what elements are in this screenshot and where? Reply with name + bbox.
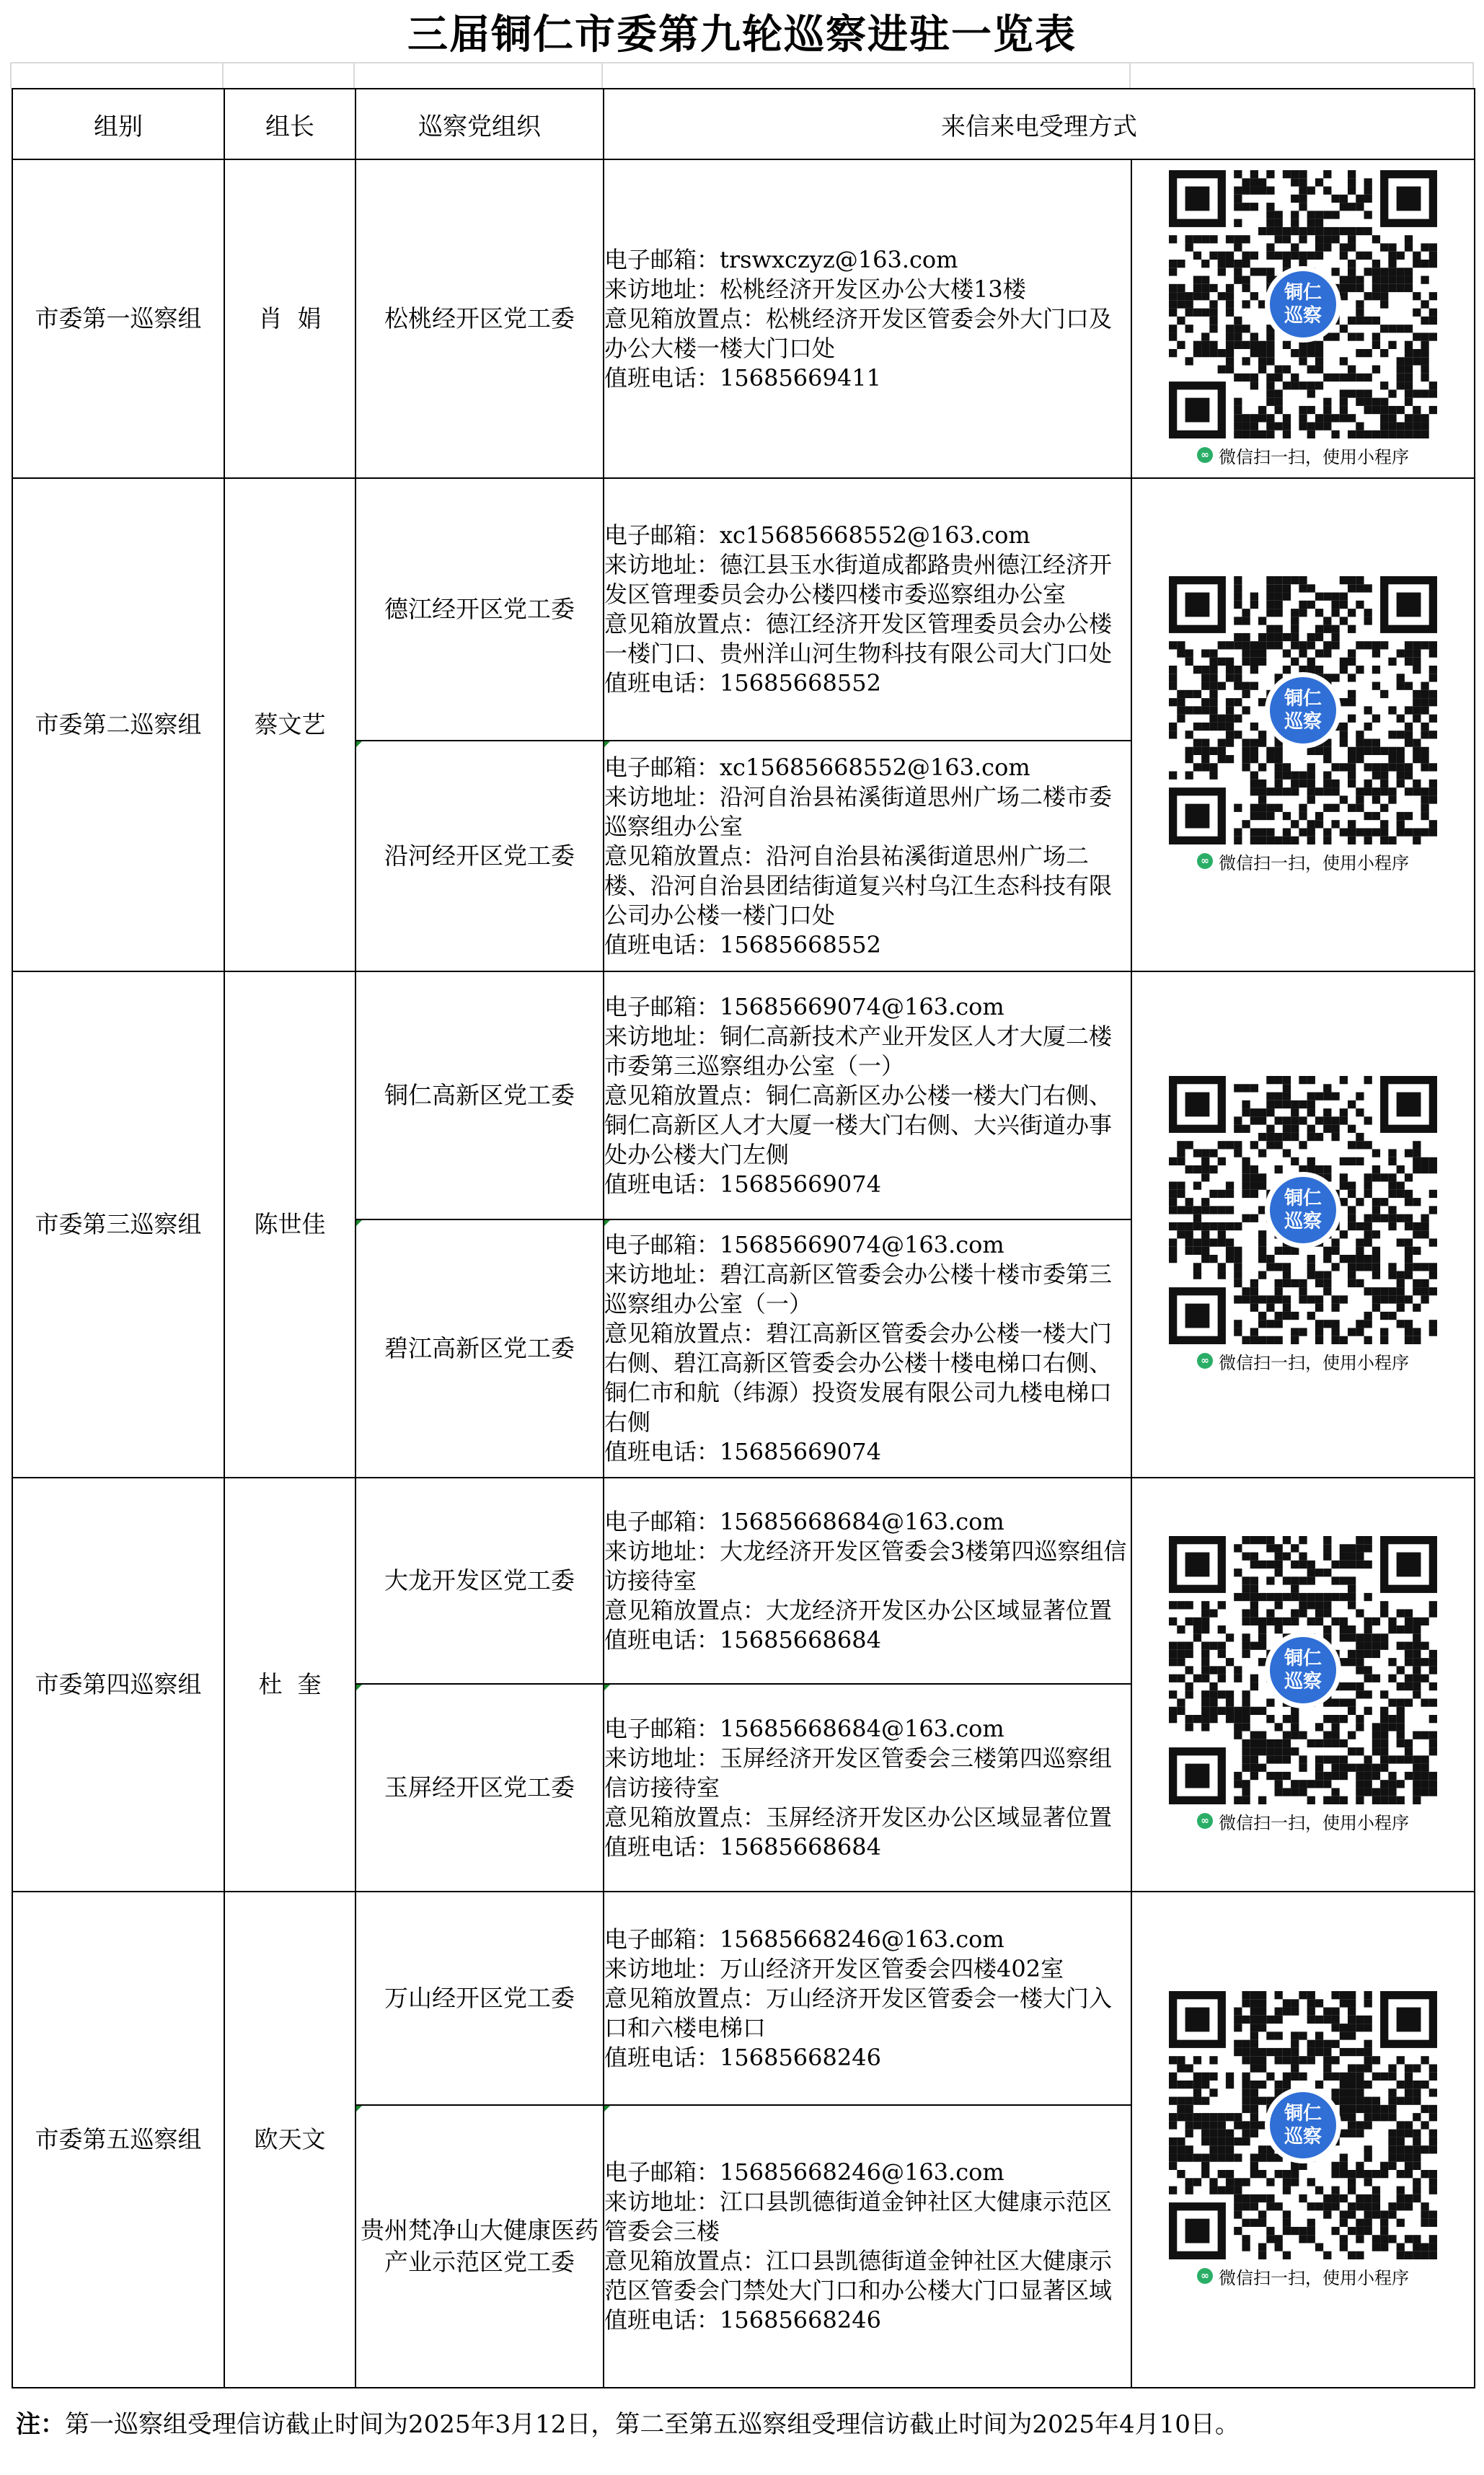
table-row bbox=[12, 1478, 1475, 1684]
inspected-org-label: 松桃经开区党工委 bbox=[384, 304, 575, 332]
cell-comment-marker-icon bbox=[604, 2106, 610, 2112]
contact-line: 值班电话：15685669074 bbox=[604, 1438, 881, 1465]
inspected-org-label: 贵州梵净山大健康医药产业示范区党工委 bbox=[361, 2216, 599, 2276]
qr-caption bbox=[1166, 443, 1440, 468]
qr-center-logo bbox=[1265, 1632, 1341, 1708]
qr-logo-line: 巡察 bbox=[1284, 1670, 1322, 1693]
qr-center-logo-text bbox=[1270, 1637, 1336, 1703]
cell-comment-marker-icon bbox=[604, 1220, 610, 1226]
qr-caption bbox=[1166, 1349, 1440, 1374]
contact-line: 意见箱放置点：碧江高新区管委会办公楼一楼大门右侧、碧江高新区管委会办公楼十楼电梯口右侧、铜仁市和航（纬源）投资发展有限公司九楼电梯口右侧 bbox=[604, 1320, 1113, 1436]
contact-line: 意见箱放置点：铜仁高新区办公楼一楼大门右侧、铜仁高新区人才大厦一楼大门右侧、大兴街道办事处办公楼大门左侧 bbox=[604, 1081, 1113, 1168]
qr-logo-line: 铜仁 bbox=[1284, 2102, 1322, 2125]
qr-code-icon bbox=[1169, 1076, 1437, 1344]
wechat-mini-program-icon: ∞ bbox=[1197, 1353, 1213, 1369]
grid-divider bbox=[601, 62, 603, 88]
table-row bbox=[12, 971, 1475, 1219]
contact-line: 电子邮箱：15685669074@163.com bbox=[604, 1231, 1004, 1258]
qr-code-icon bbox=[1169, 1536, 1437, 1804]
contact-line: 电子邮箱：xc15685668552@163.com bbox=[604, 521, 1030, 549]
inspected-org bbox=[355, 2105, 604, 2388]
contact-line: 来访地址：玉屏经济开发区管委会三楼第四巡察组信访接待室 bbox=[604, 1744, 1113, 1801]
header-contact: 来信来电受理方式 bbox=[604, 89, 1475, 159]
contact-info bbox=[604, 478, 1131, 741]
contact-line: 意见箱放置点：沿河自治县祐溪街道思州广场二楼、沿河自治县团结街道复兴村乌江生态科技有限公司办公楼一楼门口处 bbox=[604, 842, 1113, 929]
header-org: 巡察党组织 bbox=[355, 89, 604, 159]
group-leader: 欧天文 bbox=[224, 1892, 355, 2388]
qr-center-logo-text bbox=[1270, 1177, 1336, 1243]
qr-code-icon bbox=[1169, 1991, 1437, 2259]
qr-caption-text: 微信扫一扫，使用小程序 bbox=[1219, 1352, 1409, 1373]
inspected-org-label: 碧江高新区党工委 bbox=[384, 1334, 575, 1362]
group-name: 市委第五巡察组 bbox=[12, 1892, 224, 2388]
table-row bbox=[12, 478, 1475, 741]
inspected-org bbox=[355, 1478, 604, 1684]
wechat-mini-program-icon: ∞ bbox=[1197, 853, 1213, 869]
inspected-org bbox=[355, 478, 604, 741]
qr-logo-line: 巡察 bbox=[1284, 2125, 1322, 2148]
qr-logo-line: 巡察 bbox=[1284, 710, 1322, 733]
qr-code-icon bbox=[1169, 170, 1437, 438]
contact-line: 电子邮箱：15685668684@163.com bbox=[604, 1714, 1004, 1742]
grid-divider bbox=[222, 62, 224, 88]
qr-code-cell bbox=[1131, 1892, 1475, 2388]
inspected-org-label: 玉屏经开区党工委 bbox=[384, 1773, 575, 1801]
qr-center-logo-text bbox=[1270, 2092, 1336, 2158]
grid-divider bbox=[1129, 62, 1131, 88]
qr-code-cell bbox=[1131, 1478, 1475, 1892]
contact-line: 意见箱放置点：万山经济开发区管委会一楼大门入口和六楼电梯口 bbox=[604, 1984, 1113, 2042]
qr-caption-text: 微信扫一扫，使用小程序 bbox=[1219, 2267, 1409, 2288]
qr-caption bbox=[1166, 1809, 1440, 1834]
qr-center-logo-text bbox=[1270, 271, 1336, 338]
qr-logo-line: 铜仁 bbox=[1284, 687, 1322, 710]
footnote-text: 第一巡察组受理信访截止时间为2025年3月12日，第二至第五巡察组受理信访截止时间为2025年4月10日。 bbox=[65, 2410, 1240, 2439]
qr-caption-text: 微信扫一扫，使用小程序 bbox=[1219, 852, 1409, 873]
contact-line: 来访地址：碧江高新区管委会办公楼十楼市委第三巡察组办公室（一） bbox=[604, 1261, 1113, 1318]
mini-program-qr[interactable] bbox=[1166, 1536, 1440, 1834]
contact-line: 值班电话：15685668246 bbox=[604, 2043, 881, 2071]
header-leader: 组长 bbox=[224, 89, 355, 159]
table-row bbox=[12, 159, 1475, 478]
inspected-org bbox=[355, 741, 604, 971]
group-leader: 陈世佳 bbox=[224, 971, 355, 1478]
qr-logo-line: 巡察 bbox=[1284, 1210, 1322, 1232]
mini-program-qr[interactable] bbox=[1166, 170, 1440, 468]
footnote-label: 注： bbox=[16, 2410, 65, 2439]
qr-caption bbox=[1166, 2264, 1440, 2289]
group-name: 市委第二巡察组 bbox=[12, 478, 224, 971]
mini-program-qr[interactable] bbox=[1166, 1991, 1440, 2289]
header-group: 组别 bbox=[12, 89, 224, 159]
cell-comment-marker-icon bbox=[356, 1685, 362, 1690]
contact-info bbox=[604, 159, 1131, 478]
group-leader: 肖 娟 bbox=[224, 159, 355, 478]
table-header-row bbox=[12, 89, 1475, 159]
contact-line: 意见箱放置点：玉屏经济开发区办公区域显著位置 bbox=[604, 1803, 1113, 1831]
footnote bbox=[16, 2407, 1465, 2442]
contact-line: 电子邮箱：15685668246@163.com bbox=[604, 2158, 1004, 2186]
qr-logo-line: 铜仁 bbox=[1284, 1647, 1322, 1669]
contact-line: 电子邮箱：15685668246@163.com bbox=[604, 1925, 1004, 1953]
inspected-org-label: 大龙开发区党工委 bbox=[384, 1566, 575, 1594]
qr-logo-line: 铜仁 bbox=[1284, 281, 1322, 304]
contact-line: 意见箱放置点：江口县凯德街道金钟社区大健康示范区管委会门禁处大门口和办公楼大门口显著区域 bbox=[604, 2247, 1113, 2304]
contact-line: 来访地址：江口县凯德街道金钟社区大健康示范区管委会三楼 bbox=[604, 2188, 1113, 2245]
contact-info bbox=[604, 1684, 1131, 1892]
qr-code-cell bbox=[1131, 478, 1475, 971]
contact-line: 意见箱放置点：德江经济开发区管理委员会办公楼一楼门口、贵州洋山河生物科技有限公司大门口处 bbox=[604, 610, 1113, 667]
inspected-org-label: 沿河经开区党工委 bbox=[384, 842, 575, 870]
wechat-mini-program-icon: ∞ bbox=[1197, 1813, 1213, 1829]
inspected-org-label: 德江经开区党工委 bbox=[384, 595, 575, 623]
inspected-org-label: 铜仁高新区党工委 bbox=[384, 1081, 575, 1109]
contact-info bbox=[604, 2105, 1131, 2388]
qr-center-logo bbox=[1265, 1172, 1341, 1248]
qr-code-cell bbox=[1131, 159, 1475, 478]
grid-divider bbox=[1472, 62, 1474, 88]
grid-divider bbox=[353, 62, 355, 88]
qr-logo-line: 铜仁 bbox=[1284, 1187, 1322, 1209]
table-body bbox=[12, 159, 1475, 2388]
contact-line: 值班电话：15685669411 bbox=[604, 363, 881, 392]
contact-line: 电子邮箱：15685669074@163.com bbox=[604, 992, 1004, 1020]
mini-program-qr[interactable] bbox=[1166, 576, 1440, 874]
contact-line: 电子邮箱：xc15685668552@163.com bbox=[604, 753, 1030, 781]
inspection-table bbox=[12, 88, 1475, 2388]
qr-center-logo-text bbox=[1270, 677, 1336, 744]
contact-line: 来访地址：德江县玉水街道成都路贵州德江经济开发区管理委员会办公楼四楼市委巡察组办公室 bbox=[604, 551, 1113, 608]
contact-line: 值班电话：15685668552 bbox=[604, 930, 881, 958]
inspected-org bbox=[355, 1219, 604, 1478]
group-name: 市委第四巡察组 bbox=[12, 1478, 224, 1892]
cell-comment-marker-icon bbox=[356, 741, 362, 747]
cell-comment-marker-icon bbox=[604, 1685, 610, 1690]
grid-divider bbox=[10, 62, 1474, 63]
qr-caption-text: 微信扫一扫，使用小程序 bbox=[1219, 446, 1409, 467]
inspected-org-label: 万山经开区党工委 bbox=[384, 1984, 575, 2012]
qr-caption bbox=[1166, 849, 1440, 874]
cell-comment-marker-icon bbox=[356, 1220, 362, 1226]
group-leader: 蔡文艺 bbox=[224, 478, 355, 971]
contact-line: 值班电话：15685669074 bbox=[604, 1170, 881, 1198]
inspected-org bbox=[355, 159, 604, 478]
page-title: 三届铜仁市委第九轮巡察进驻一览表 bbox=[407, 11, 1077, 58]
contact-line: 值班电话：15685668684 bbox=[604, 1625, 881, 1654]
contact-line: 意见箱放置点：松桃经济开发区管委会外大门口及办公大楼一楼大门口处 bbox=[604, 304, 1113, 362]
contact-info bbox=[604, 741, 1131, 971]
qr-center-logo bbox=[1265, 672, 1341, 749]
contact-line: 值班电话：15685668684 bbox=[604, 1832, 881, 1861]
wechat-mini-program-icon: ∞ bbox=[1197, 2268, 1213, 2284]
group-leader: 杜 奎 bbox=[224, 1478, 355, 1892]
cell-comment-marker-icon bbox=[356, 2106, 362, 2112]
mini-program-qr[interactable] bbox=[1166, 1076, 1440, 1374]
contact-line: 来访地址：大龙经济开发区管委会3楼第四巡察组信访接待室 bbox=[604, 1537, 1127, 1594]
contact-line: 值班电话：15685668552 bbox=[604, 669, 881, 697]
grid-divider bbox=[10, 62, 12, 88]
contact-info bbox=[604, 1892, 1131, 2105]
group-name: 市委第一巡察组 bbox=[12, 159, 224, 478]
contact-info bbox=[604, 1478, 1131, 1684]
qr-code-cell bbox=[1131, 971, 1475, 1478]
cell-comment-marker-icon bbox=[604, 741, 610, 747]
qr-logo-line: 巡察 bbox=[1284, 304, 1322, 327]
qr-center-logo bbox=[1265, 2087, 1341, 2163]
contact-line: 来访地址：松桃经济开发区办公大楼13楼 bbox=[604, 275, 1026, 303]
contact-line: 来访地址：沿河自治县祐溪街道思州广场二楼市委巡察组办公室 bbox=[604, 782, 1113, 840]
contact-line: 电子邮箱：trswxczyz@163.com bbox=[604, 245, 958, 273]
qr-code-icon bbox=[1169, 576, 1437, 844]
group-name: 市委第三巡察组 bbox=[12, 971, 224, 1478]
qr-caption-text: 微信扫一扫，使用小程序 bbox=[1219, 1812, 1409, 1833]
contact-line: 来访地址：铜仁高新技术产业开发区人才大厦二楼市委第三巡察组办公室（一） bbox=[604, 1022, 1113, 1080]
inspected-org bbox=[355, 1684, 604, 1892]
qr-center-logo bbox=[1265, 266, 1341, 343]
contact-line: 来访地址：万山经济开发区管委会四楼402室 bbox=[604, 1954, 1064, 1982]
contact-info bbox=[604, 1219, 1131, 1478]
inspected-org bbox=[355, 1892, 604, 2105]
contact-line: 电子邮箱：15685668684@163.com bbox=[604, 1507, 1004, 1535]
table-row bbox=[12, 1892, 1475, 2105]
contact-line: 意见箱放置点：大龙经济开发区办公区域显著位置 bbox=[604, 1596, 1113, 1624]
contact-line: 值班电话：15685668246 bbox=[604, 2306, 881, 2334]
wechat-mini-program-icon: ∞ bbox=[1197, 447, 1213, 463]
contact-info bbox=[604, 971, 1131, 1219]
inspected-org bbox=[355, 971, 604, 1219]
